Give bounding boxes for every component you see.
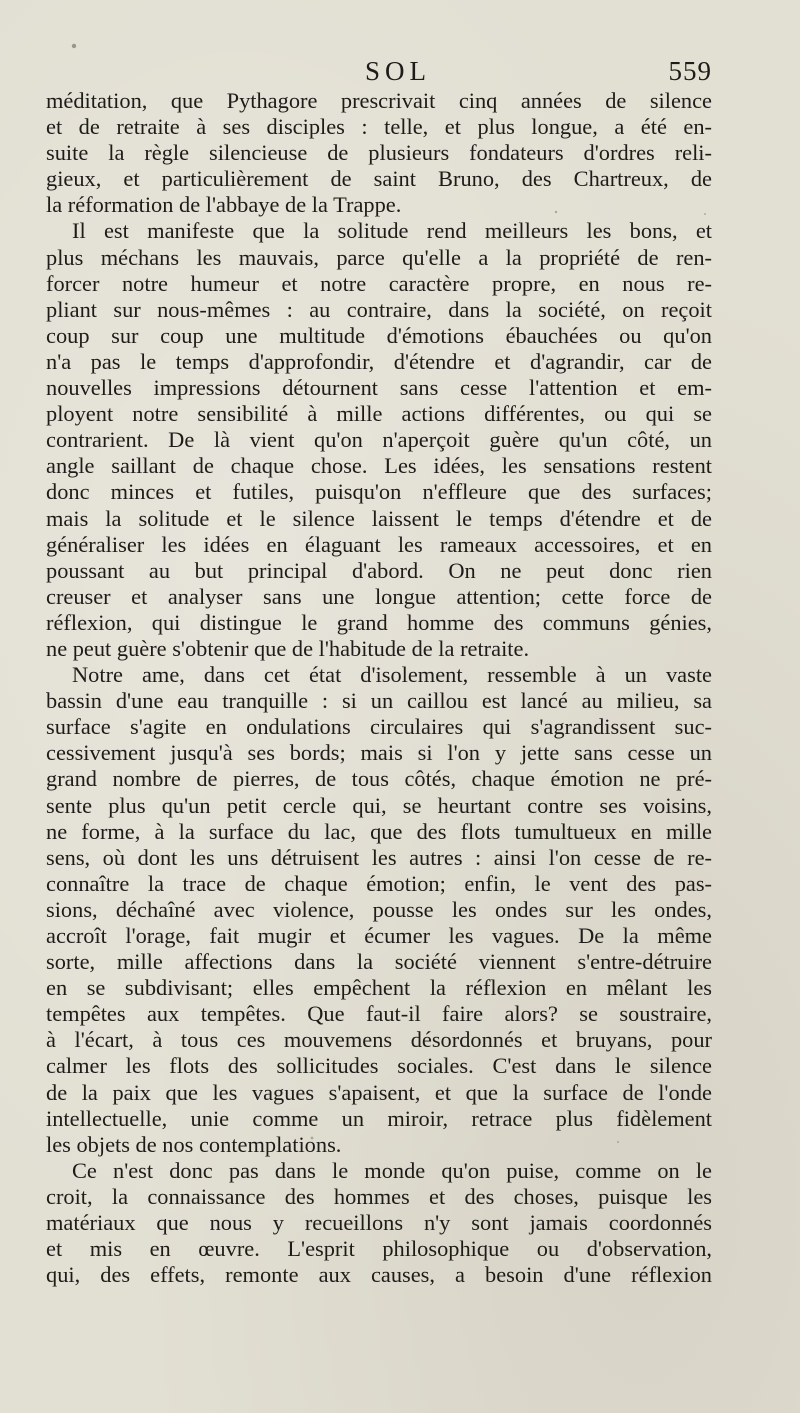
text-line: connaître la trace de chaque émotion; enfin, le vent des pas- <box>46 870 712 896</box>
text-line: grand nombre de pierres, de tous côtés, chaque émotion ne pré- <box>46 766 712 792</box>
text-line: pliant sur nous-mêmes : au contraire, dans la société, on reçoit <box>46 296 712 322</box>
text-line: ne peut guère s'obtenir que de l'habitude de la retraite. <box>46 635 530 661</box>
text-line: n'a pas le temps d'approfondir, d'étendre et d'agrandir, car de <box>46 348 712 374</box>
text-line: plus méchans les mauvais, parce qu'elle a la propriété de ren- <box>46 244 712 270</box>
text-line: Il est manifeste que la solitude rend meilleurs les bons, et <box>72 218 712 244</box>
text-line: bassin d'une eau tranquille : si un caillou est lancé au milieu, sa <box>46 688 712 714</box>
text-line: de la paix que les vagues s'apaisent, et que la surface de l'onde <box>46 1079 712 1105</box>
text-line: creuser et analyser sans une longue attention; cette force de <box>46 583 712 609</box>
text-line: Notre ame, dans cet état d'isolement, ressemble à un vaste <box>72 662 712 688</box>
text-line: tempêtes aux tempêtes. Que faut-il faire alors? se soustraire, <box>46 1001 712 1027</box>
text-line: les objets de nos contemplations. <box>46 1131 342 1157</box>
text-line: Ce n'est donc pas dans le monde qu'on puise, comme on le <box>72 1157 712 1183</box>
text-line: mais la solitude et le silence laissent le temps d'étendre et de <box>46 505 712 531</box>
text-line: cessivement jusqu'à ses bords; mais si l'on y jette sans cesse un <box>46 740 712 766</box>
text-line: intellectuelle, unie comme un miroir, retrace plus fidèlement <box>46 1105 712 1131</box>
text-line: sens, où dont les uns détruisent les autres : ainsi l'on cesse de re- <box>46 844 712 870</box>
text-line: méditation, que Pythagore prescrivait cinq années de silence <box>46 88 712 113</box>
page-number: 559 <box>668 56 712 86</box>
text-line: la réformation de l'abbaye de la Trappe. <box>46 192 402 218</box>
text-line: forcer notre humeur et notre caractère propre, en nous re- <box>46 270 712 296</box>
text-line: généraliser les idées en élaguant les rameaux accessoires, et en <box>46 531 712 557</box>
text-line: nouvelles impressions détournent sans cesse l'attention et em- <box>46 375 712 401</box>
text-line: angle saillant de chaque chose. Les idées, les sensations restent <box>46 453 712 479</box>
text-line: croit, la connaissance des hommes et des choses, puisque les <box>46 1183 712 1209</box>
text-line: calmer les flots des sollicitudes sociales. C'est dans le silence <box>46 1053 712 1079</box>
text-line: ployent notre sensibilité à mille actions différentes, ou qui se <box>46 401 712 427</box>
text-line: sorte, mille affections dans la société viennent s'entre-détruire <box>46 949 712 975</box>
text-line: gieux, et particulièrement de saint Bruno, des Chartreux, de <box>46 166 712 192</box>
text-line: accroît l'orage, fait mugir et écumer les vagues. De la même <box>46 923 712 948</box>
text-line: à l'écart, à tous ces mouvemens désordonnés et bruyans, pour <box>46 1027 712 1053</box>
text-line: poussant au but principal d'abord. On ne peut donc rien <box>46 557 712 583</box>
running-title: SOL <box>364 56 431 86</box>
text-line: et mis en œuvre. L'esprit philosophique ou d'observation, <box>46 1236 712 1262</box>
text-line: surface s'agite en ondulations circulaires qui s'agrandissent suc- <box>46 714 712 740</box>
text-line: sions, déchaîné avec violence, pousse les ondes sur les ondes, <box>46 896 712 922</box>
running-head <box>44 56 712 92</box>
text-line: matériaux que nous y recueillons n'y sont jamais coordonnés <box>46 1210 712 1236</box>
text-line: sente plus qu'un petit cercle qui, se heurtant contre ses voisins, <box>46 792 712 818</box>
text-line: en se subdivisant; elles empêchent la réflexion en mêlant les <box>46 975 712 1001</box>
text-line: et de retraite à ses disciples : telle, et plus longue, a été en- <box>46 114 712 140</box>
text-line: donc minces et futiles, puisqu'on n'effleure que des surfaces; <box>46 479 712 505</box>
body-text <box>46 88 712 1288</box>
text-line: ne forme, à la surface du lac, que des flots tumultueux en mille <box>46 818 712 844</box>
text-line: qui, des effets, remonte aux causes, a besoin d'une réflexion <box>46 1262 712 1288</box>
text-line: suite la règle silencieuse de plusieurs fondateurs d'ordres reli- <box>46 140 712 166</box>
text-line: contrarient. De là vient qu'on n'aperçoit guère qu'un côté, un <box>46 427 712 453</box>
text-line: coup sur coup une multitude d'émotions ébauchées ou qu'on <box>46 322 712 348</box>
text-line: réflexion, qui distingue le grand homme des communs génies, <box>46 609 712 635</box>
